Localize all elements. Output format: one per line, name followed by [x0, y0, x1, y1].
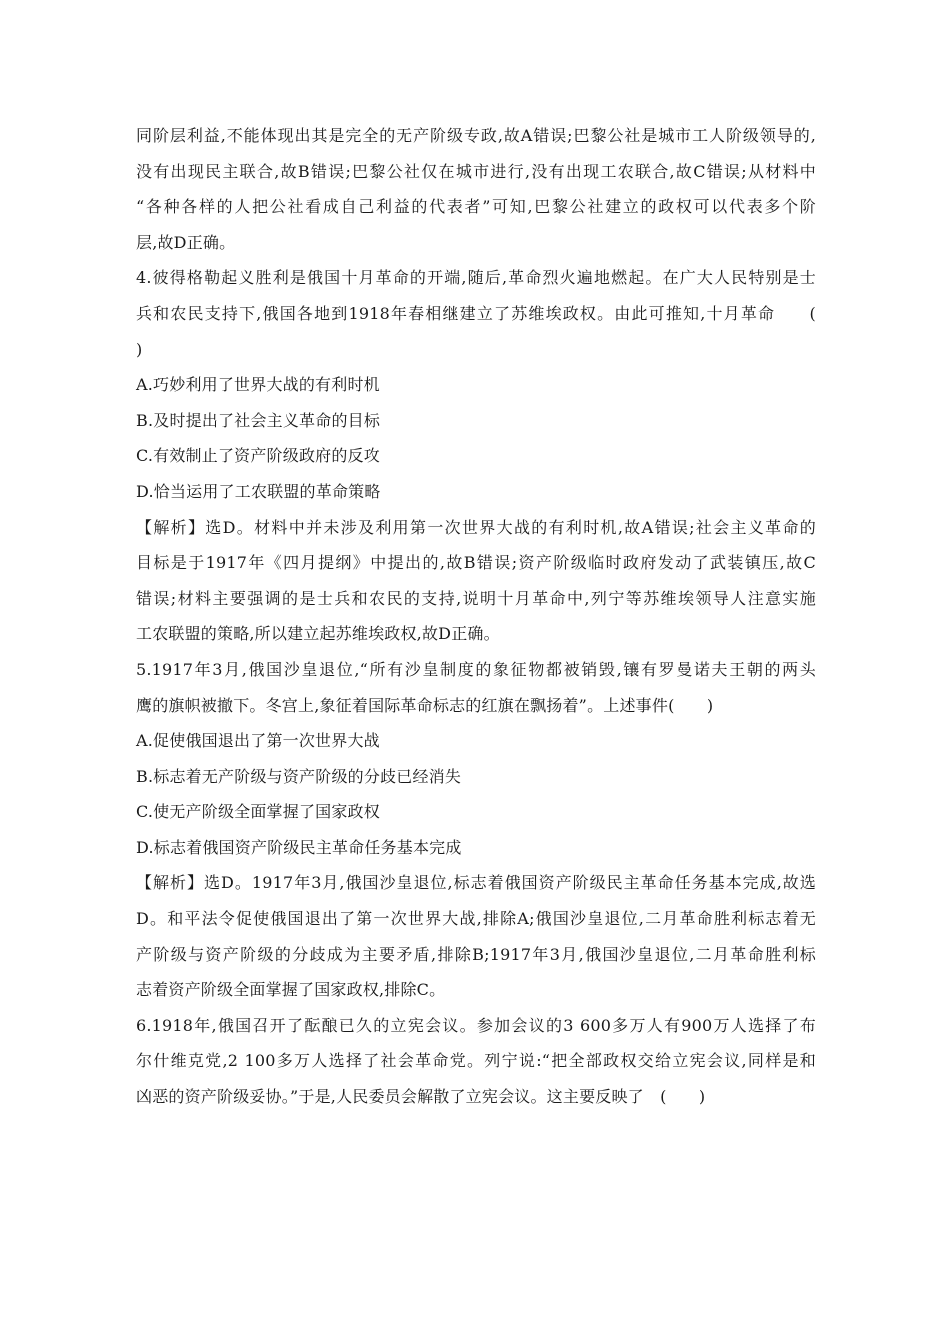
question-4-analysis: 【解析】选D。材料中并未涉及利用第一次世界大战的有利时机,故A错误;社会主义革命的	[136, 517, 816, 537]
question-4-option-d: D.恰当运用了工农联盟的革命策略	[136, 481, 381, 501]
question-5-stem: 鹰的旗帜被撤下。冬宫上,象征着国际革命标志的红旗在飘扬着”。上述事件( )	[136, 695, 714, 715]
question-5-analysis: 产阶级与资产阶级的分歧成为主要矛盾,排除B;1917年3月,俄国沙皇退位,二月革命胜利标	[136, 944, 816, 964]
text-line: 同阶层利益,不能体现出其是完全的无产阶级专政,故A错误;巴黎公社是城市工人阶级领导的,	[136, 126, 816, 145]
question-4-analysis: 目标是于1917年《四月提纲》中提出的,故B错误;资产阶级临时政府发动了武装镇压,故C	[136, 553, 816, 573]
question-5-analysis: D。和平法令促使俄国退出了第一次世界大战,排除A;俄国沙皇退位,二月革命胜利标志着无	[136, 909, 816, 929]
question-4-option-c: C.有效制止了资产阶级政府的反攻	[136, 446, 380, 466]
question-5-option-a: A.促使俄国退出了第一次世界大战	[136, 731, 380, 751]
question-6-stem: 6.1918年,俄国召开了酝酿已久的立宪会议。参加会议的3 600多万人有900万人选择了布	[136, 1015, 816, 1035]
question-6-stem: 凶恶的资产阶级妥协。”于是,人民委员会解散了立宪会议。这主要反映了 ( )	[136, 1087, 706, 1107]
question-5-option-d: D.标志着俄国资产阶级民主革命任务基本完成	[136, 837, 462, 857]
text-line: “各种各样的人把公社看成自己利益的代表者”可知,巴黎公社建立的政权可以代表多个阶	[136, 197, 816, 217]
question-6-stem: 尔什维克党,2 100多万人选择了社会革命党。列宁说:“把全部政权交给立宪会议,同样是和	[136, 1051, 816, 1071]
question-5-stem: 5.1917年3月,俄国沙皇退位,“所有沙皇制度的象征物都被销毁,镶有罗曼诺夫王朝的两头	[136, 659, 816, 679]
question-4-option-b: B.及时提出了社会主义革命的目标	[136, 410, 381, 430]
text-line: 层,故D正确。	[136, 232, 236, 252]
question-4-stem: 兵和农民支持下,俄国各地到1918年春相继建立了苏维埃政权。由此可推知,十月革命 (	[136, 303, 816, 323]
question-4-stem: 4.彼得格勒起义胜利是俄国十月革命的开端,随后,革命烈火遍地燃起。在广大人民特别是士	[136, 268, 816, 288]
text-line: 没有出现民主联合,故B错误;巴黎公社仅在城市进行,没有出现工农联合,故C错误;从材料中	[136, 161, 816, 181]
document-page	[136, 118, 816, 1115]
question-5-option-b: B.标志着无产阶级与资产阶级的分歧已经消失	[136, 766, 462, 786]
question-4-option-a: A.巧妙利用了世界大战的有利时机	[136, 375, 380, 395]
question-4-analysis: 错误;材料主要强调的是士兵和农民的支持,说明十月革命中,列宁等苏维埃领导人注意实施	[136, 588, 816, 608]
question-5-analysis: 【解析】选D。1917年3月,俄国沙皇退位,标志着俄国资产阶级民主革命任务基本完成,故选	[136, 873, 816, 893]
question-5-option-c: C.使无产阶级全面掌握了国家政权	[136, 802, 380, 822]
question-5-analysis: 志着资产阶级全面掌握了国家政权,排除C。	[136, 980, 446, 1000]
question-4-analysis: 工农联盟的策略,所以建立起苏维埃政权,故D正确。	[136, 624, 500, 644]
question-4-stem: )	[136, 339, 143, 359]
